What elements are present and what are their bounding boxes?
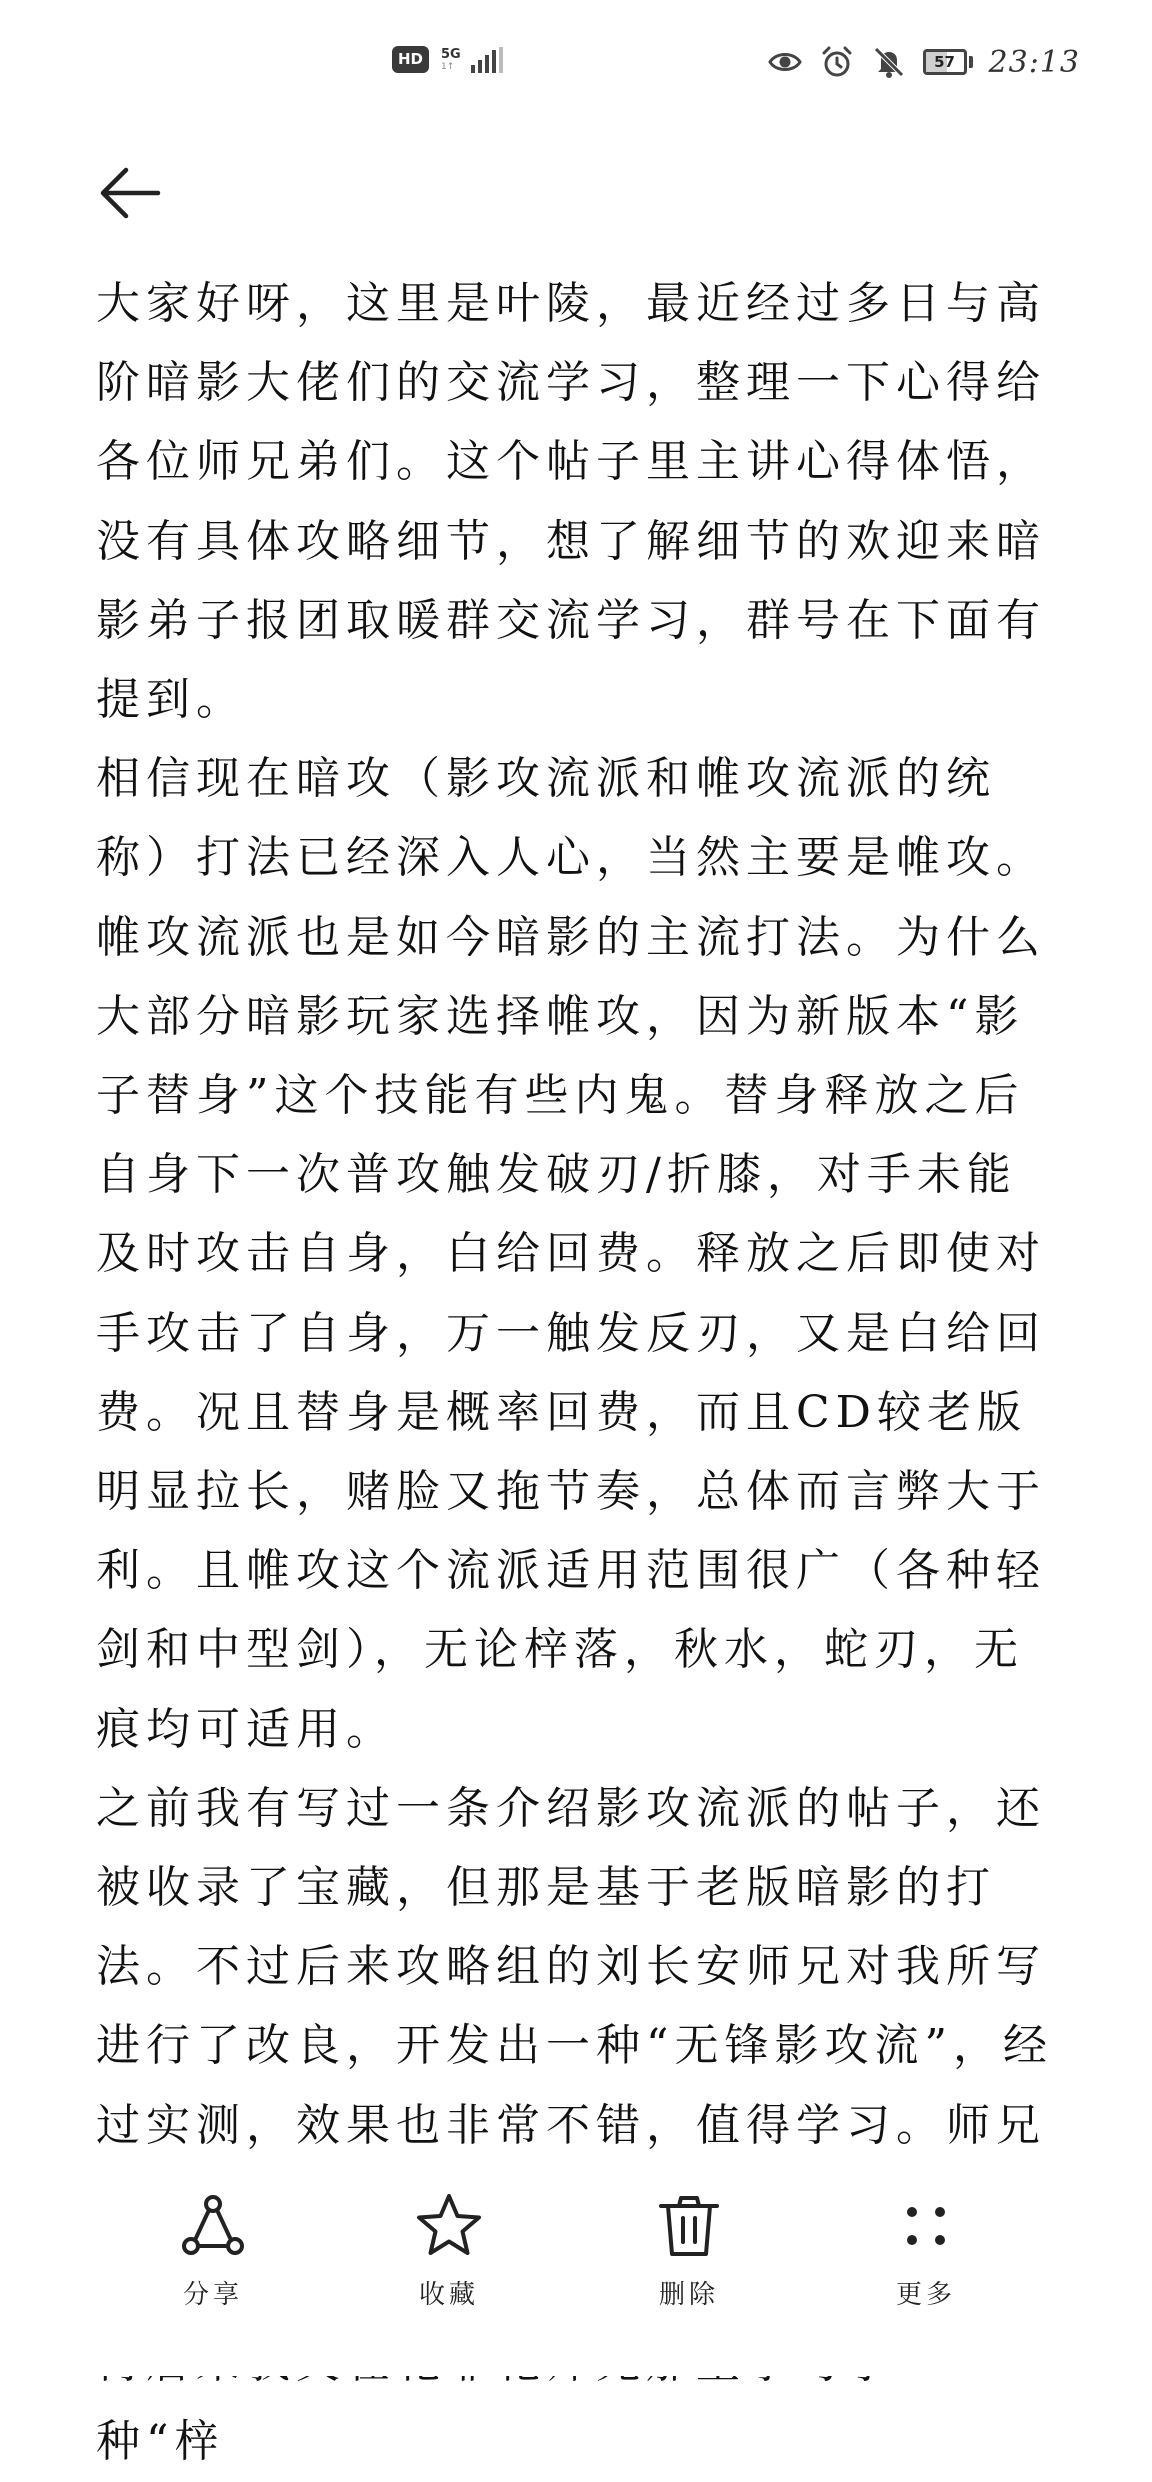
bottom-toolbar [0, 2180, 1152, 2376]
network-type [441, 48, 461, 72]
battery-indicator [923, 49, 973, 75]
battery-level: 57 [934, 53, 955, 71]
share-button[interactable] [113, 2180, 313, 2340]
system-status-icons [767, 44, 1080, 80]
hd-badge: HD [392, 46, 429, 73]
network-label: 5G [441, 46, 461, 62]
signal-strength-icon [471, 47, 503, 73]
share-label: 分享 [182, 2280, 243, 2310]
network-indicators [392, 46, 503, 73]
status-bar [0, 0, 1152, 130]
delete-label: 删除 [658, 2280, 719, 2310]
note-paragraph-1: 大家好呀，这里是叶陵，最近经过多日与高阶暗影大佬们的交流学习，整理一下心得给各位师兄弟们。这个帖子里主讲心得体悟，没有具体攻略细节，想了解细节的欢迎来暗影弟子报团取暖群交流学习，群号在下面有提到。 [96, 278, 1046, 726]
back-button[interactable] [96, 158, 166, 228]
trash-icon [653, 2190, 725, 2262]
share-icon [177, 2190, 249, 2262]
more-dots-icon [890, 2190, 962, 2262]
favorite-label: 收藏 [418, 2280, 479, 2310]
eye-comfort-icon [767, 44, 803, 80]
more-label: 更多 [895, 2280, 956, 2310]
more-button[interactable] [826, 2180, 1026, 2340]
note-paragraph-4: 种“梓 [96, 2416, 225, 2468]
clock: 23:13 [988, 44, 1080, 80]
mute-bell-icon [871, 44, 907, 80]
note-body[interactable] [96, 264, 1056, 2482]
note-paragraph-2: 相信现在暗攻（影攻流派和帷攻流派的统称）打法已经深入人心，当然主要是帷攻。帷攻流派也是如今暗影的主流打法。为什么大部分暗影玩家选择帷攻，因为新版本“影子替身”这个技能有些内鬼。替身释放之后自身下一次普攻触发破刃/折膝，对手未能及时攻击自身，白给回费。释放之后即使对手攻击了自身，万一触发反刃，又是白给回费。况且替身是概率回费，而且CD较老版明显拉长，赌脸又拖节奏，总体而言弊大于利。且帷攻这个流派适用范围很广（各种轻剑和中型剑），无论梓落，秋水，蛇刃，无痕均可适用。 [96, 753, 1046, 1755]
arrow-left-icon [96, 158, 166, 228]
star-icon [413, 2190, 485, 2262]
delete-button[interactable] [589, 2180, 789, 2340]
alarm-icon [819, 44, 855, 80]
note-paragraph-3: 之前我有写过一条介绍影攻流派的帖子，还被收录了宝藏，但那是基于老版暗影的打法。不过后来攻略组的刘长安师兄对我所写进行了改良，开发出一种“无锋影攻流”，经过实测，效果也非常不错，值得学习。师兄 [96, 1782, 1053, 2151]
battery-icon [923, 49, 967, 75]
favorite-button[interactable] [349, 2180, 549, 2340]
network-activity: 1↑ [441, 61, 455, 72]
